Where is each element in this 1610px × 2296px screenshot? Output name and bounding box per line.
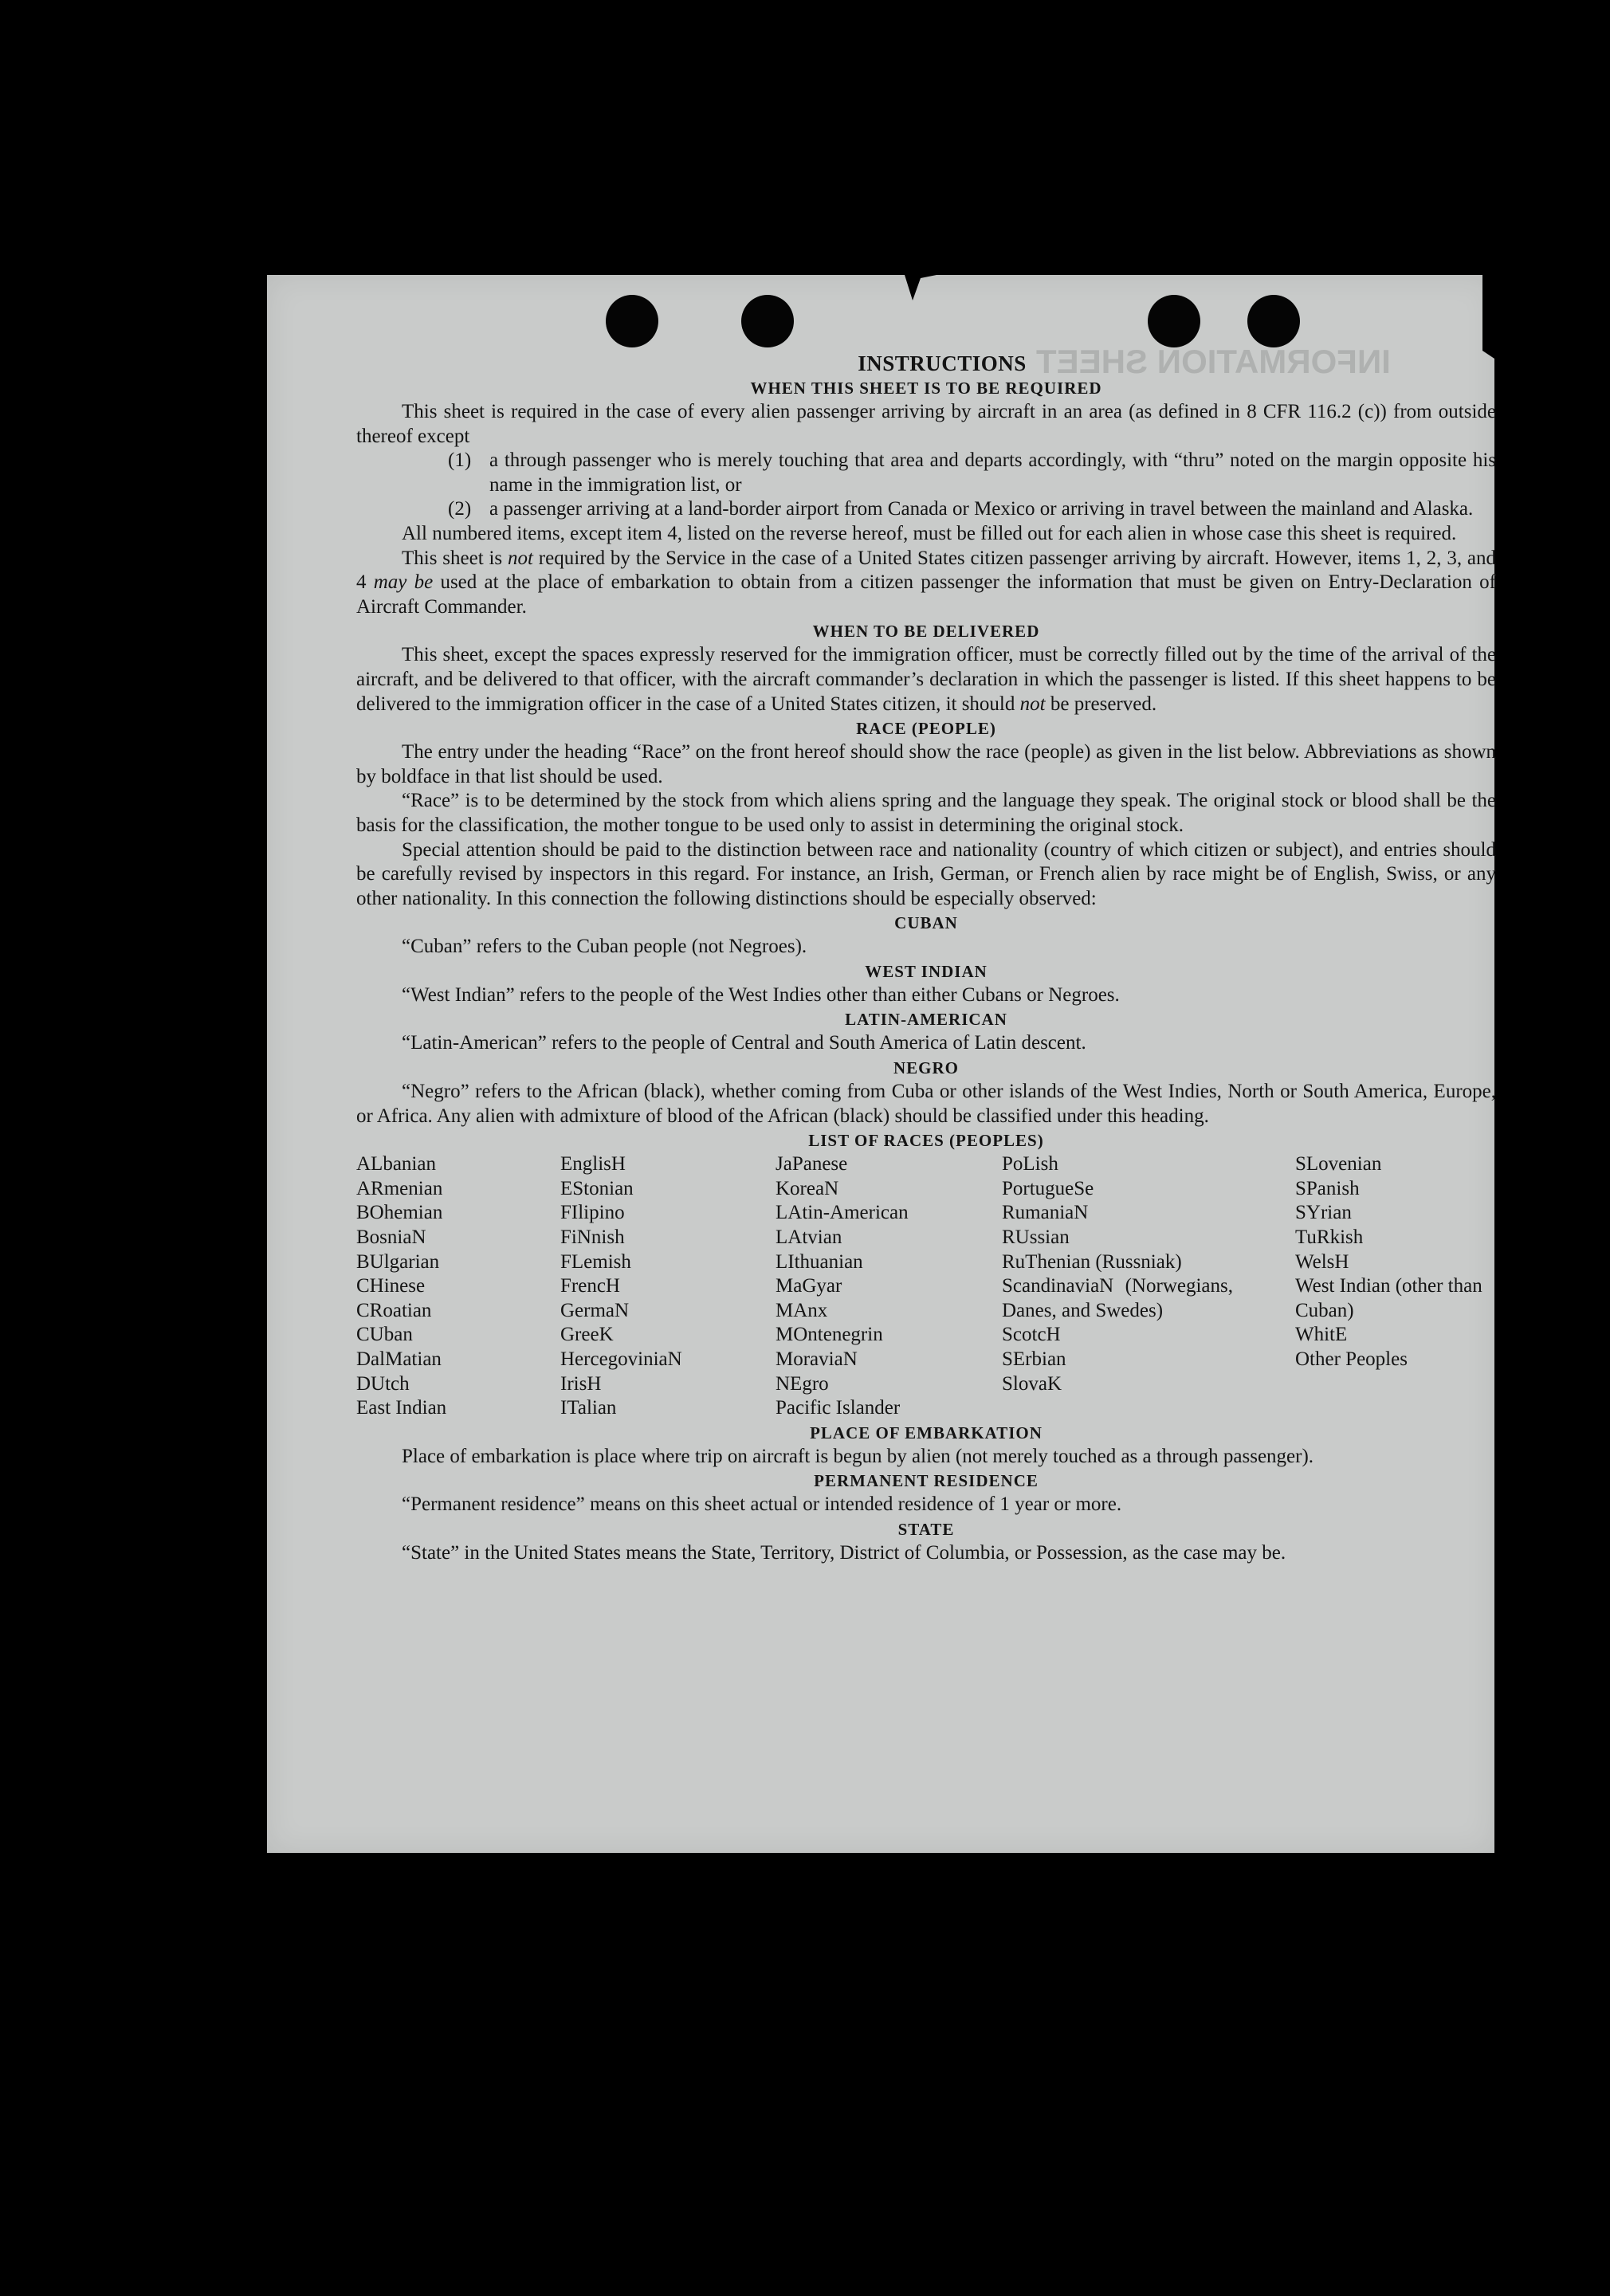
exception-1-text: a through passenger who is merely touching that area and departs accordingly, with “thru” noted on the margin opposite his name in the immigration list, or [489, 449, 1496, 496]
races-column-5 [1295, 1152, 1496, 1421]
citizen-emphasis-may-be: may be [373, 571, 434, 594]
heading-when-required: WHEN THIS SHEET IS TO BE REQUIRED [750, 379, 1102, 398]
race-item: East Indian [356, 1397, 447, 1419]
punch-hole-1 [606, 295, 658, 347]
race-item: EnglisH [560, 1153, 626, 1175]
race-item: DUtch [356, 1372, 410, 1395]
race-item: DalMatian [356, 1348, 442, 1370]
race-item: SLovenian [1295, 1153, 1382, 1175]
race-item: KoreaN [776, 1177, 839, 1199]
race-item: ScandinaviaN (Norwegians, Danes, and Swedes) [1002, 1275, 1233, 1321]
heading-permanent-residence: PERMANENT RESIDENCE [814, 1471, 1039, 1491]
race-item: RuThenian (Russniak) [1002, 1250, 1182, 1273]
citizen-text-b: required by the Service in the case of a United States citizen passenger arriving by aircraft. However, items 1, 2, 3, and 4 [356, 547, 1496, 594]
race-item: FrencH [560, 1275, 620, 1297]
delivered-emphasis-not: not [1019, 693, 1046, 715]
race-item: RumaniaN [1002, 1202, 1089, 1224]
paragraph-west-indian: “West Indian” refers to the people of the West Indies other than either Cubans or Negroes. [402, 983, 1120, 1006]
race-item: BosniaN [356, 1226, 426, 1249]
heading-place-of-embarkation: PLACE OF EMBARKATION [810, 1423, 1043, 1442]
race-item: CHinese [356, 1275, 426, 1297]
race-item: PortugueSe [1002, 1177, 1094, 1199]
race-item: Other Peoples [1295, 1348, 1408, 1370]
race-item: SYrian [1295, 1202, 1352, 1224]
paragraph-citizen [356, 547, 1496, 620]
paragraph-cuban: “Cuban” refers to the Cuban people (not Negroes). [402, 936, 807, 958]
race-item: IrisH [560, 1372, 602, 1395]
race-item: West Indian (other than Cuban) [1295, 1275, 1482, 1321]
race-item: ALbanian [356, 1153, 436, 1175]
torn-notch [885, 267, 940, 307]
race-item: LIthuanian [776, 1250, 863, 1273]
exception-1-number: (1) [448, 449, 472, 472]
instructions-text [356, 351, 1496, 1566]
race-item: FIlipino [560, 1202, 625, 1224]
paragraph-delivered [356, 643, 1496, 716]
races-column-4 [1002, 1152, 1295, 1421]
citizen-emphasis-not: not [508, 547, 533, 569]
race-item: MAnx [776, 1299, 828, 1321]
exception-1 [356, 449, 1496, 497]
race-item: Pacific Islander [776, 1397, 901, 1419]
delivered-text-a: This sheet, except the spaces expressly reserved for the immigration officer, must be correctly filled out by the time of the arrival of the aircraft, and be delivered to that officer, with the aircraft commander’s declaration in which the passenger is listed. If this sheet happens to be delivered to the immigration officer in the case of a United States citizen, it should [356, 644, 1496, 715]
race-item: MaGyar [776, 1275, 842, 1297]
race-item: GermaN [560, 1299, 630, 1321]
heading-west-indian: WEST INDIAN [865, 961, 988, 981]
races-column-2 [560, 1152, 776, 1421]
race-item: NEgro [776, 1372, 829, 1395]
race-item: ARmenian [356, 1177, 443, 1199]
paragraph-latin-american: “Latin-American” refers to the people of Central and South America of Latin descent. [402, 1032, 1086, 1054]
race-item: WhitE [1295, 1324, 1348, 1346]
paragraph-race-2: “Race” is to be determined by the stock from which aliens spring and the language they speak. The original stock or blood shall be the basis for the classification, the mother tongue to be used only to assist in determining the original stock. [356, 790, 1496, 836]
race-item: LAtvian [776, 1226, 842, 1249]
heading-state: STATE [897, 1519, 955, 1539]
races-column-1 [356, 1152, 560, 1421]
paragraph-numbered-items: All numbered items, except item 4, listed on the reverse hereof, must be filled out for each alien in whose case this sheet is required. [402, 522, 1457, 544]
paragraph-negro: “Negro” refers to the African (black), whether coming from Cuba or other islands of the West Indies, North or South America, Europe, or Africa. Any alien with admixture of blood of the African (black) should be classified under this heading. [356, 1081, 1496, 1127]
race-item: FLemish [560, 1250, 631, 1273]
citizen-text-c: used at the place of embarkation to obtain from a citizen passenger the information that must be given on Entry-Declaration of Aircraft Commander. [356, 571, 1496, 618]
race-item: SlovaK [1002, 1372, 1062, 1395]
races-column-3 [776, 1152, 1002, 1421]
heading-negro: NEGRO [893, 1058, 959, 1078]
exception-2 [356, 497, 1496, 522]
heading-latin-american: LATIN-AMERICAN [845, 1010, 1007, 1030]
paragraph-embarkation: Place of embarkation is place where trip on aircraft is begun by alien (not merely touched as a through passenger). [402, 1445, 1314, 1467]
document-title: INSTRUCTIONS [858, 351, 1027, 375]
races-list [356, 1152, 1496, 1421]
race-item: SPanish [1295, 1177, 1360, 1199]
race-item: CUban [356, 1324, 413, 1346]
exception-2-number: (2) [448, 498, 472, 520]
race-item: CRoatian [356, 1299, 432, 1321]
race-item: ScotcH [1002, 1324, 1061, 1346]
race-item: MoraviaN [776, 1348, 858, 1370]
race-item: BUlgarian [356, 1250, 440, 1273]
heading-when-delivered: WHEN TO BE DELIVERED [812, 622, 1040, 642]
race-item: PoLish [1002, 1153, 1058, 1175]
race-item: SErbian [1002, 1348, 1066, 1370]
paragraph-race-3: Special attention should be paid to the distinction between race and nationality (country of which citizen or subject), and entries should be carefully revised by inspectors in this regard. For instance, an Irish, German, or French alien by race might be of English, Swiss, or any other nationality. In this connection the following distinctions should be especially observed: [356, 838, 1496, 909]
race-item: ITalian [560, 1397, 617, 1419]
race-item: JaPanese [776, 1153, 848, 1175]
paragraph-race-1: The entry under the heading “Race” on the front hereof should show the race (people) as given in the list below. Abbreviations as shown by boldface in that list should be used. [356, 741, 1496, 787]
race-item: HercegoviniaN [560, 1348, 682, 1370]
race-item: LAtin-American [776, 1202, 909, 1224]
delivered-text-b: be preserved. [1045, 693, 1157, 715]
exception-2-text: a passenger arriving at a land-border airport from Canada or Mexico or arriving in travel between the mainland and Alaska. [489, 498, 1474, 520]
punch-hole-4 [1247, 295, 1300, 347]
race-item: MOntenegrin [776, 1324, 883, 1346]
paragraph-permanent-residence: “Permanent residence” means on this sheet actual or intended residence of 1 year or more. [402, 1493, 1122, 1516]
citizen-text-a: This sheet is [402, 547, 509, 569]
race-item: BOhemian [356, 1202, 443, 1224]
heading-list-of-races: LIST OF RACES (PEOPLES) [808, 1131, 1044, 1151]
race-item: WelsH [1295, 1250, 1349, 1273]
heading-cuban: CUBAN [894, 913, 958, 933]
heading-race: RACE (PEOPLE) [856, 719, 996, 739]
punch-hole-2 [741, 295, 794, 347]
punch-hole-3 [1148, 295, 1200, 347]
paragraph-state: “State” in the United States means the State, Territory, District of Columbia, or Possession, as the case may be. [402, 1541, 1286, 1564]
race-item: FiNnish [560, 1226, 625, 1249]
paragraph-required: This sheet is required in the case of every alien passenger arriving by aircraft in an area (as defined in 8 CFR 116.2 (c)) from outside thereof except [356, 401, 1496, 447]
race-item: EStonian [560, 1177, 634, 1199]
race-item: RUssian [1002, 1226, 1070, 1249]
show-through-text: INFORMATION SHEET [1036, 343, 1391, 380]
race-item: GreeK [560, 1324, 614, 1346]
race-item: TuRkish [1295, 1226, 1364, 1249]
